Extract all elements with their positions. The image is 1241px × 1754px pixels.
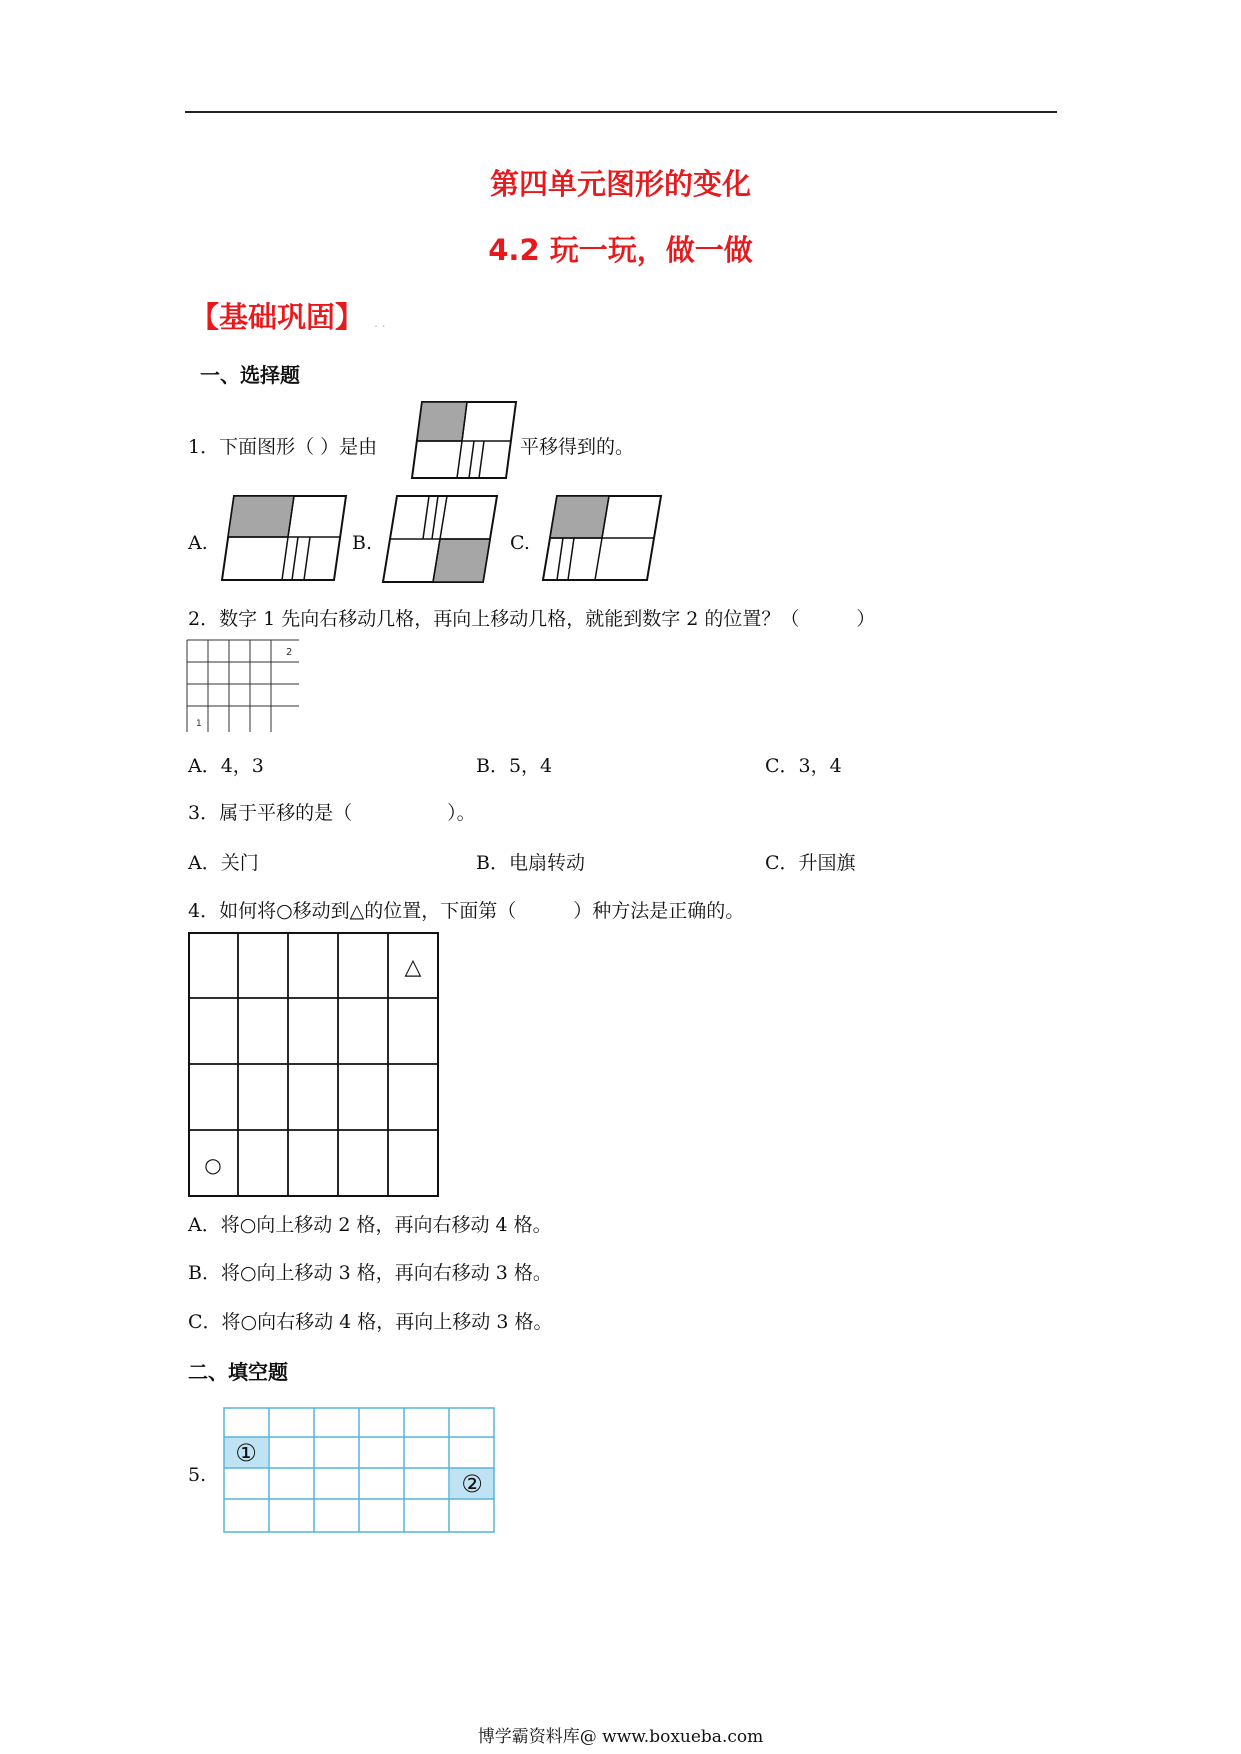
section-heading-text: 【基础巩固】 bbox=[190, 300, 365, 334]
q2-option-b[interactable]: B．5，4 bbox=[476, 755, 553, 777]
page-subtitle: 4.2 玩一玩，做一做 bbox=[488, 233, 753, 267]
q2-grid bbox=[187, 640, 299, 732]
q5-marker-1: ① bbox=[235, 1439, 257, 1467]
q1-text-before: 1．下面图形（ ）是由 bbox=[188, 436, 378, 458]
q2-text: 2．数字 1 先向右移动几格，再向上移动几格，就能到数字 2 的位置？（ ） bbox=[188, 608, 876, 630]
q4-option-b[interactable]: B．将○向上移动 3 格，再向右移动 3 格。 bbox=[188, 1262, 552, 1284]
triangle-icon: △ bbox=[404, 955, 422, 980]
section-dots: . . bbox=[374, 316, 386, 330]
q2-grid-number-2: 2 bbox=[286, 647, 293, 658]
part1-heading: 一、选择题 bbox=[200, 363, 300, 387]
q2-grid-number-1: 1 bbox=[196, 719, 202, 729]
q5-number: 5. bbox=[188, 1464, 207, 1486]
q5-marker-2: ② bbox=[461, 1470, 483, 1498]
q1-option-c-figure[interactable] bbox=[543, 494, 663, 584]
q4-option-c[interactable]: C．将○向右移动 4 格，再向上移动 3 格。 bbox=[188, 1311, 553, 1333]
footer-watermark: 博学霸资料库@ www.boxueba.com bbox=[477, 1727, 764, 1747]
part2-heading: 二、填空题 bbox=[188, 1360, 288, 1384]
q3-option-c[interactable]: C．升国旗 bbox=[765, 852, 856, 874]
q1-text-after: 平移得到的。 bbox=[520, 436, 635, 458]
q2-option-a[interactable]: A．4，3 bbox=[188, 755, 264, 777]
q1-source-figure bbox=[412, 400, 518, 480]
q1-option-b-label[interactable]: B. bbox=[352, 532, 373, 554]
q1-source-shaded-cell bbox=[417, 402, 467, 441]
section-heading bbox=[190, 295, 386, 336]
q4-grid bbox=[188, 932, 440, 1198]
header-rule bbox=[185, 111, 1057, 113]
circle-icon: ○ bbox=[204, 1153, 222, 1177]
q1-option-a-figure[interactable] bbox=[222, 494, 350, 582]
q4-text: 4．如何将○移动到△的位置，下面第（ ）种方法是正确的。 bbox=[188, 900, 745, 922]
q1-option-a-label[interactable]: A. bbox=[188, 532, 208, 554]
q1-option-b-figure[interactable] bbox=[383, 494, 499, 586]
q3-option-b[interactable]: B．电扇转动 bbox=[476, 852, 585, 874]
q5-grid bbox=[223, 1407, 497, 1534]
q4-option-a[interactable]: A．将○向上移动 2 格，再向右移动 4 格。 bbox=[188, 1214, 552, 1236]
q1-option-c-label[interactable]: C. bbox=[510, 532, 530, 554]
q2-option-c[interactable]: C．3，4 bbox=[765, 755, 842, 777]
q3-option-a[interactable]: A．关门 bbox=[188, 852, 259, 874]
page-title: 第四单元图形的变化 bbox=[489, 167, 751, 201]
q3-text: 3．属于平移的是（ ）。 bbox=[188, 802, 476, 824]
